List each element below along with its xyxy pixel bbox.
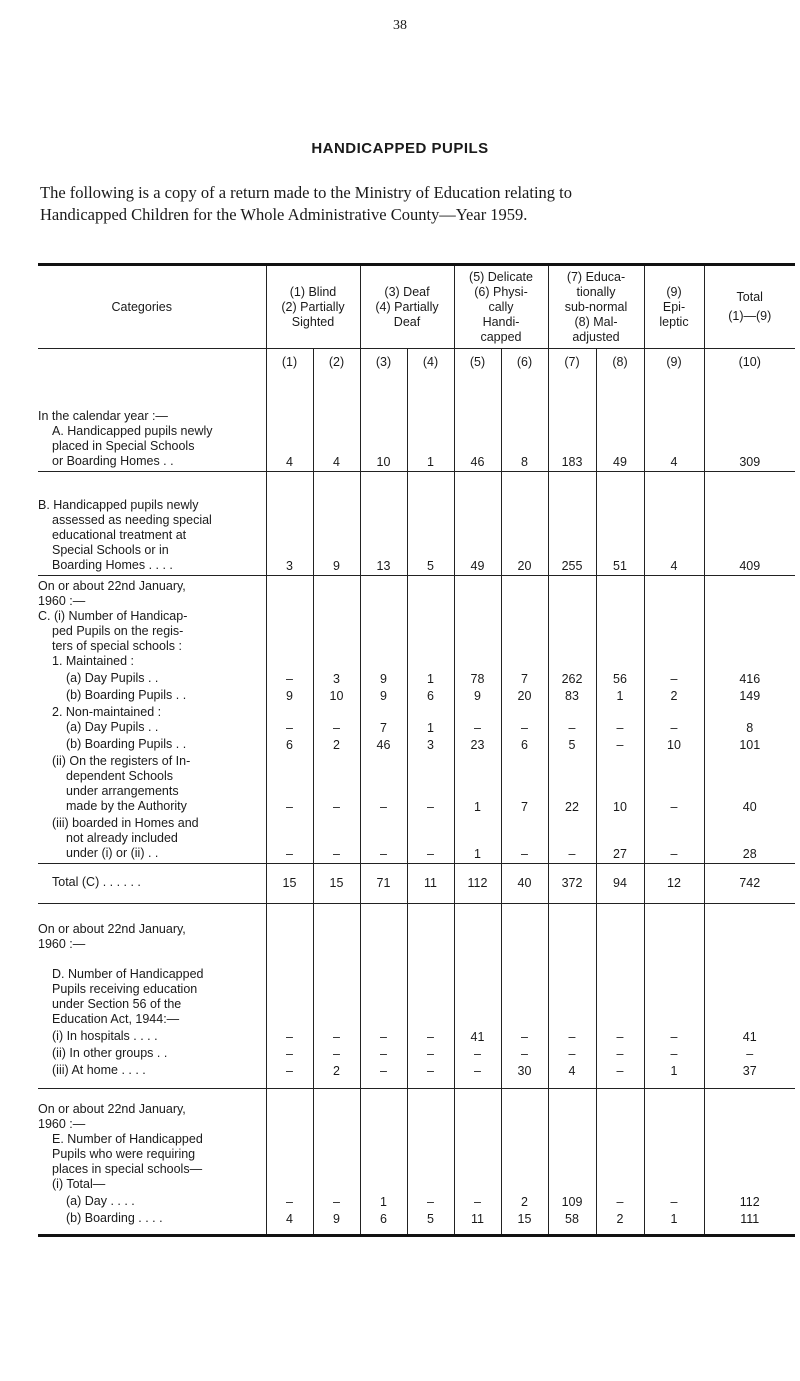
category-line: In the calendar year :—	[38, 408, 168, 423]
value-cell: 183	[548, 375, 596, 471]
value-cell: –	[313, 816, 360, 864]
intro-line-1: The following is a copy of a return made to the Ministry of Education relating to	[40, 183, 572, 202]
category-line: Education Act, 1944:—	[52, 1011, 180, 1026]
empty-cell	[704, 575, 795, 671]
empty-cell	[407, 575, 454, 671]
column-number: (4)	[407, 349, 454, 376]
value-cell: 1	[644, 1063, 704, 1089]
category-line: dependent Schools	[66, 769, 174, 783]
category-label	[38, 1211, 266, 1236]
value-cell: 6	[266, 737, 313, 754]
category-label	[38, 1088, 266, 1194]
value-cell: 109	[548, 1194, 596, 1211]
header-categories: Categories	[111, 299, 172, 314]
row-section-a	[38, 375, 795, 471]
empty-cell	[704, 904, 795, 1029]
value-cell: 83	[548, 688, 596, 705]
empty-cell	[501, 1088, 548, 1194]
value-cell: 3	[407, 737, 454, 754]
value-cell: –	[360, 816, 407, 864]
empty-cell	[266, 1088, 313, 1194]
category-line: B. Handicapped pupils newly	[38, 497, 199, 512]
value-cell: 4	[266, 375, 313, 471]
value-cell: 1	[360, 1194, 407, 1211]
category-line: On or about 22nd January,	[38, 579, 186, 593]
value-cell: –	[266, 1046, 313, 1063]
value-cell: 22	[548, 754, 596, 816]
category-line: 1960 :—	[38, 936, 86, 951]
value-cell: 20	[501, 471, 548, 575]
value-cell: 4	[313, 375, 360, 471]
value-cell: –	[454, 1046, 501, 1063]
value-cell: 3	[266, 471, 313, 575]
category-line: placed in Special Schools	[52, 438, 195, 453]
value-cell: 10	[596, 754, 644, 816]
category-line: assessed as needing special	[52, 512, 212, 527]
category-line: On or about 22nd January,	[38, 1102, 186, 1116]
value-cell: 1	[407, 705, 454, 737]
row-section-c-item	[38, 705, 795, 737]
page-title: HANDICAPPED PUPILS	[311, 140, 489, 157]
value-cell: 46	[454, 375, 501, 471]
value-cell: 6	[407, 688, 454, 705]
value-cell: 13	[360, 471, 407, 575]
value-cell: –	[407, 754, 454, 816]
value-cell: 94	[596, 864, 644, 904]
empty-cell	[548, 904, 596, 1029]
value-cell: –	[360, 1029, 407, 1046]
intro-paragraph	[40, 182, 795, 226]
empty-cell	[313, 575, 360, 671]
value-cell: 309	[704, 375, 795, 471]
value-cell: –	[266, 1194, 313, 1211]
value-cell: 11	[454, 1211, 501, 1236]
empty-cell	[454, 904, 501, 1029]
empty-cell	[454, 575, 501, 671]
row-section-e-intro	[38, 1088, 795, 1194]
value-cell: –	[644, 705, 704, 737]
value-cell: 4	[548, 1063, 596, 1089]
category-line: On or about 22nd January,	[38, 921, 186, 936]
category-line: places in special schools—	[52, 1162, 203, 1176]
category-line	[38, 952, 262, 967]
value-cell: –	[596, 1029, 644, 1046]
value-cell: 742	[704, 864, 795, 904]
category-line: Pupils who were requiring	[52, 1147, 196, 1161]
column-number: (8)	[596, 349, 644, 376]
header-educationally-subnormal-maladjusted: (7) Educa- tionally sub-normal (8) Mal- adjusted	[548, 265, 644, 349]
value-cell: 9	[313, 1211, 360, 1236]
value-cell: –	[360, 1046, 407, 1063]
value-cell: 2	[313, 1063, 360, 1089]
row-section-d-item	[38, 1063, 795, 1089]
value-cell: 2	[313, 737, 360, 754]
value-cell: –	[548, 816, 596, 864]
value-cell: 10	[313, 688, 360, 705]
value-cell: 8	[704, 705, 795, 737]
value-cell: –	[360, 1063, 407, 1089]
category-line: under arrangements	[66, 784, 179, 798]
empty-cell	[548, 1088, 596, 1194]
value-cell: 1	[454, 754, 501, 816]
value-cell: –	[407, 1063, 454, 1089]
value-cell: 1	[407, 671, 454, 688]
value-cell: 40	[501, 864, 548, 904]
value-cell: 58	[548, 1211, 596, 1236]
empty-cell	[548, 575, 596, 671]
column-number: (1)	[266, 349, 313, 376]
category-label	[38, 375, 266, 471]
empty-cell	[644, 575, 704, 671]
empty-cell	[596, 1088, 644, 1194]
category-line: (iii) boarded in Homes and	[52, 816, 199, 830]
value-cell: –	[596, 705, 644, 737]
category-line: or Boarding Homes . .	[52, 453, 174, 468]
value-cell: 9	[454, 688, 501, 705]
value-cell: –	[501, 1029, 548, 1046]
category-line: E. Number of Handicapped	[52, 1132, 203, 1146]
row-section-c-item	[38, 816, 795, 864]
column-number-spacer	[38, 349, 266, 376]
value-cell: –	[407, 816, 454, 864]
category-line: (i) Total—	[52, 1177, 106, 1191]
empty-cell	[407, 904, 454, 1029]
value-cell: 41	[454, 1029, 501, 1046]
value-cell: 2	[501, 1194, 548, 1211]
value-cell: 7	[501, 754, 548, 816]
value-cell: –	[266, 754, 313, 816]
row-section-e-item	[38, 1211, 795, 1236]
row-section-c-item	[38, 737, 795, 754]
value-cell: –	[313, 1194, 360, 1211]
category-line: (b) Boarding Pupils . .	[66, 688, 187, 702]
value-cell: 78	[454, 671, 501, 688]
value-cell: 255	[548, 471, 596, 575]
column-number: (6)	[501, 349, 548, 376]
value-cell: –	[360, 754, 407, 816]
header-row	[38, 265, 795, 349]
value-cell: 4	[266, 1211, 313, 1236]
value-cell: 5	[407, 471, 454, 575]
value-cell: –	[313, 1029, 360, 1046]
category-label	[38, 816, 266, 864]
category-line: (b) Boarding . . . .	[66, 1211, 163, 1225]
value-cell: 5	[407, 1211, 454, 1236]
category-line: ped Pupils on the regis-	[52, 624, 184, 638]
value-cell: 37	[704, 1063, 795, 1089]
empty-cell	[644, 1088, 704, 1194]
value-cell: –	[266, 705, 313, 737]
column-number: (7)	[548, 349, 596, 376]
category-line: Boarding Homes . . . .	[52, 557, 173, 572]
category-label	[38, 1046, 266, 1063]
column-number: (5)	[454, 349, 501, 376]
value-cell: 112	[454, 864, 501, 904]
value-cell: 9	[360, 688, 407, 705]
value-cell: 23	[454, 737, 501, 754]
row-section-d-intro	[38, 904, 795, 1029]
value-cell: –	[407, 1194, 454, 1211]
category-label	[38, 1194, 266, 1211]
value-cell: –	[596, 1194, 644, 1211]
value-cell: 11	[407, 864, 454, 904]
column-number-row	[38, 349, 795, 376]
value-cell: 15	[266, 864, 313, 904]
value-cell: 8	[501, 375, 548, 471]
value-cell: 372	[548, 864, 596, 904]
value-cell: 12	[644, 864, 704, 904]
page-number: 38	[393, 18, 407, 33]
category-line: D. Number of Handicapped	[52, 966, 204, 981]
category-label	[38, 864, 266, 904]
value-cell: 9	[266, 688, 313, 705]
row-section-c-item	[38, 688, 795, 705]
empty-cell	[266, 575, 313, 671]
intro-line-2: Handicapped Children for the Whole Administrative County—Year 1959.	[40, 205, 528, 224]
value-cell: –	[644, 671, 704, 688]
empty-cell	[360, 904, 407, 1029]
value-cell: 409	[704, 471, 795, 575]
category-line: (b) Boarding Pupils . .	[66, 737, 187, 751]
row-total-c	[38, 864, 795, 904]
value-cell: 4	[644, 375, 704, 471]
row-section-c-intro	[38, 575, 795, 671]
category-label	[38, 1029, 266, 1046]
empty-cell	[360, 1088, 407, 1194]
category-line: C. (i) Number of Handicap-	[38, 609, 188, 623]
category-line: (a) Day Pupils . .	[66, 720, 159, 734]
value-cell: 41	[704, 1029, 795, 1046]
category-line: ters of special schools :	[52, 639, 182, 653]
category-line: (a) Day . . . .	[66, 1194, 135, 1208]
header-delicate-physically-handicapped: (5) Delicate (6) Physi- cally Handi- capped	[454, 265, 548, 349]
value-cell: –	[501, 1046, 548, 1063]
value-cell: –	[644, 816, 704, 864]
value-cell: –	[266, 671, 313, 688]
value-cell: –	[266, 816, 313, 864]
value-cell: –	[313, 1046, 360, 1063]
value-cell: 7	[360, 705, 407, 737]
category-label	[38, 754, 266, 816]
empty-cell	[266, 904, 313, 1029]
value-cell: 262	[548, 671, 596, 688]
value-cell: 46	[360, 737, 407, 754]
category-line: Pupils receiving education	[52, 981, 198, 996]
category-line: 1. Maintained :	[52, 654, 134, 668]
value-cell: 111	[704, 1211, 795, 1236]
category-line: 1960 :—	[38, 1117, 86, 1131]
value-cell: 20	[501, 688, 548, 705]
value-cell: 101	[704, 737, 795, 754]
value-cell: –	[266, 1029, 313, 1046]
header-deaf: (3) Deaf (4) Partially Deaf	[360, 265, 454, 349]
value-cell: 9	[360, 671, 407, 688]
category-line: Special Schools or in	[52, 542, 169, 557]
value-cell: –	[596, 1046, 644, 1063]
value-cell: 10	[644, 737, 704, 754]
value-cell: 149	[704, 688, 795, 705]
empty-cell	[596, 904, 644, 1029]
column-number: (3)	[360, 349, 407, 376]
value-cell: 30	[501, 1063, 548, 1089]
category-label	[38, 688, 266, 705]
category-line: (ii) On the registers of In-	[52, 754, 191, 768]
empty-cell	[501, 904, 548, 1029]
value-cell: –	[266, 1063, 313, 1089]
value-cell: 6	[360, 1211, 407, 1236]
header-total: Total (1)—(9)	[704, 265, 795, 349]
category-line: under Section 56 of the	[52, 996, 182, 1011]
value-cell: 1	[454, 816, 501, 864]
value-cell: 28	[704, 816, 795, 864]
category-line: 2. Non-maintained :	[52, 705, 162, 719]
value-cell: –	[644, 1194, 704, 1211]
category-line: under (i) or (ii) . .	[66, 846, 159, 860]
category-line: (a) Day Pupils . .	[66, 671, 159, 685]
row-section-b	[38, 471, 795, 575]
value-cell: 4	[644, 471, 704, 575]
empty-cell	[454, 1088, 501, 1194]
row-section-c-item	[38, 754, 795, 816]
category-line: 1960 :—	[38, 594, 86, 608]
header-epileptic: (9) Epi- leptic	[644, 265, 704, 349]
empty-cell	[407, 1088, 454, 1194]
value-cell: –	[548, 705, 596, 737]
column-number: (2)	[313, 349, 360, 376]
value-cell: –	[454, 1194, 501, 1211]
category-line: made by the Authority	[66, 799, 187, 813]
value-cell: –	[548, 1046, 596, 1063]
value-cell: –	[313, 705, 360, 737]
category-label	[38, 671, 266, 688]
value-cell: –	[704, 1046, 795, 1063]
value-cell: 56	[596, 671, 644, 688]
value-cell: 3	[313, 671, 360, 688]
value-cell: 40	[704, 754, 795, 816]
value-cell: –	[407, 1029, 454, 1046]
value-cell: 71	[360, 864, 407, 904]
category-line: (iii) At home . . . .	[52, 1062, 146, 1077]
value-cell: –	[313, 754, 360, 816]
value-cell: 49	[454, 471, 501, 575]
empty-cell	[704, 1088, 795, 1194]
category-label	[38, 471, 266, 575]
value-cell: 7	[501, 671, 548, 688]
value-cell: 416	[704, 671, 795, 688]
value-cell: –	[596, 1063, 644, 1089]
value-cell: 49	[596, 375, 644, 471]
value-cell: –	[501, 816, 548, 864]
value-cell: 9	[313, 471, 360, 575]
value-cell: –	[644, 754, 704, 816]
value-cell: –	[454, 705, 501, 737]
value-cell: –	[644, 1029, 704, 1046]
row-section-e-item	[38, 1194, 795, 1211]
value-cell: 5	[548, 737, 596, 754]
empty-cell	[644, 904, 704, 1029]
category-line: (ii) In other groups . .	[52, 1045, 168, 1060]
category-line: A. Handicapped pupils newly	[52, 423, 213, 438]
value-cell: –	[644, 1046, 704, 1063]
value-cell: –	[596, 737, 644, 754]
empty-cell	[313, 1088, 360, 1194]
empty-cell	[596, 575, 644, 671]
value-cell: 112	[704, 1194, 795, 1211]
empty-cell	[313, 904, 360, 1029]
empty-cell	[501, 575, 548, 671]
value-cell: 15	[501, 1211, 548, 1236]
value-cell: –	[501, 705, 548, 737]
value-cell: 15	[313, 864, 360, 904]
value-cell: 2	[644, 688, 704, 705]
value-cell: 1	[644, 1211, 704, 1236]
row-section-d-item	[38, 1046, 795, 1063]
value-cell: 51	[596, 471, 644, 575]
row-section-c-item	[38, 671, 795, 688]
column-number: (9)	[644, 349, 704, 376]
category-line: (i) In hospitals . . . .	[52, 1028, 158, 1043]
value-cell: –	[407, 1046, 454, 1063]
category-line: educational treatment at	[52, 527, 187, 542]
header-blind: (1) Blind (2) Partially Sighted	[266, 265, 360, 349]
category-line: Total (C) . . . . . .	[52, 875, 141, 889]
category-label	[38, 575, 266, 671]
value-cell: 1	[407, 375, 454, 471]
value-cell: 10	[360, 375, 407, 471]
value-cell: 27	[596, 816, 644, 864]
value-cell: 6	[501, 737, 548, 754]
category-line: not already included	[66, 831, 178, 845]
category-label	[38, 705, 266, 737]
value-cell: 2	[596, 1211, 644, 1236]
category-label	[38, 904, 266, 1029]
row-section-d-item	[38, 1029, 795, 1046]
category-label	[38, 737, 266, 754]
handicapped-pupils-table	[38, 263, 795, 1237]
value-cell: 1	[596, 688, 644, 705]
column-number: (10)	[704, 349, 795, 376]
value-cell: –	[454, 1063, 501, 1089]
value-cell: –	[548, 1029, 596, 1046]
category-label	[38, 1063, 266, 1089]
empty-cell	[360, 575, 407, 671]
